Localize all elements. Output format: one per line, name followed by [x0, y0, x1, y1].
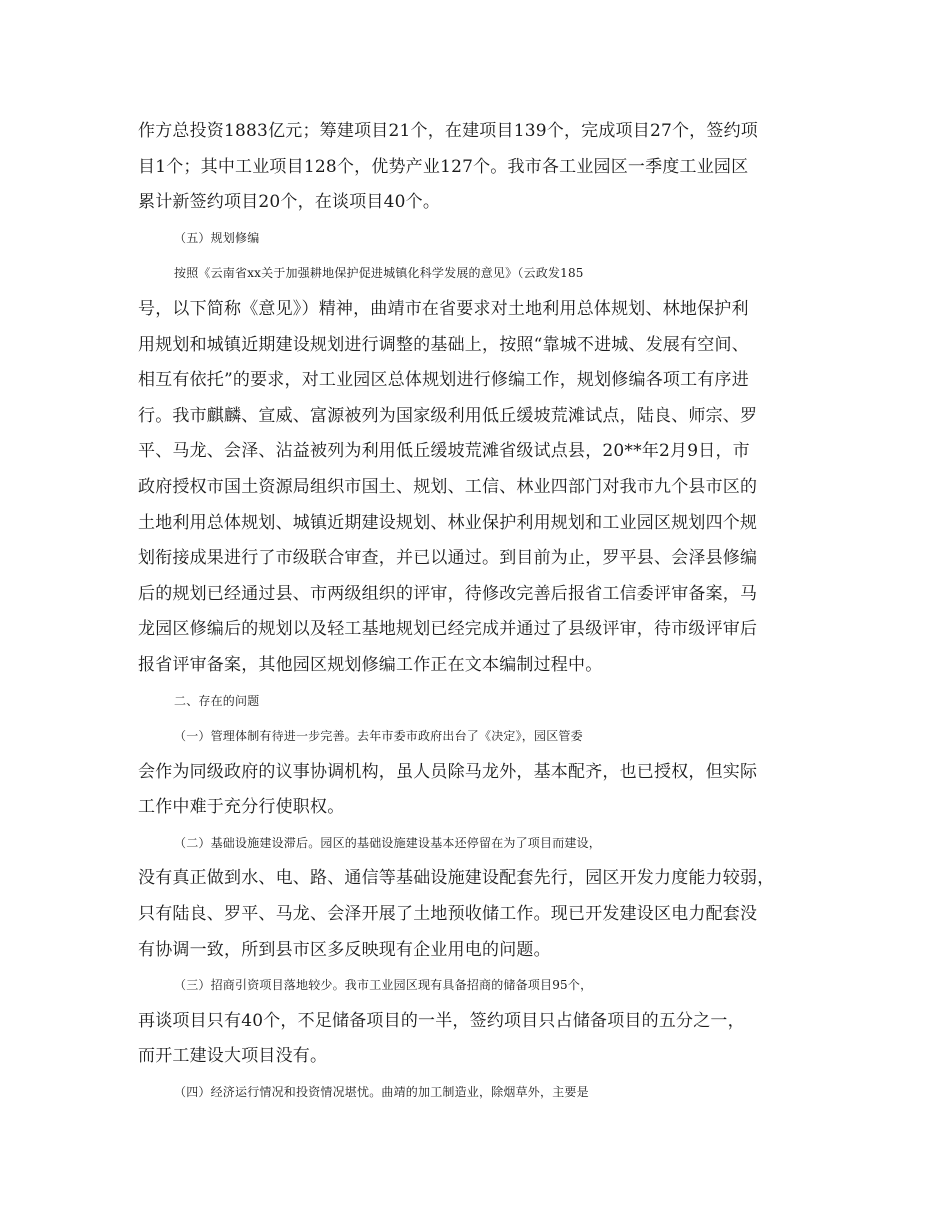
text-line: （五）规划修编 [174, 230, 260, 245]
text-line: 报省评审备案，其他园区规划修编工作正在文本编制过程中。 [138, 654, 603, 675]
text-line: 行。我市麒麟、宣威、富源被列为国家级利用低丘缓坡荒滩试点，陆良、师宗、罗 [138, 405, 758, 426]
text-line: 只有陆良、罗平、马龙、会泽开展了土地预收储工作。现已开发建设区电力配套没 [138, 904, 758, 925]
text-line: （一）管理体制有待进一步完善。去年市委市政府出台了《决定》，园区管委 [174, 729, 583, 744]
text-line: 作方总投资1883亿元；筹建项目21个，在建项目139个，完成项目27个，签约项 [138, 121, 758, 141]
text-line: 按照《云南省xx关于加强耕地保护促进城镇化科学发展的意见》（云政发185 [174, 266, 584, 281]
text-line: 划衔接成果进行了市级联合审查，并已以通过。到目前为止，罗平县、会泽县修编 [138, 548, 758, 569]
text-line: 有协调一致，所到县市区多反映现有企业用电的问题。 [138, 939, 551, 960]
text-line: 龙园区修编后的规划以及轻工基地规划已经完成并通过了县级评审，待市级评审后 [138, 619, 758, 640]
text-line: 政府授权市国土资源局组织市国土、规划、工信、林业四部门对我市九个县市区的 [138, 476, 758, 497]
document-body [138, 114, 818, 1111]
text-line: 会作为同级政府的议事协调机构，虽人员除马龙外，基本配齐，也已授权，但实际 [138, 761, 758, 782]
text-line: 而开工建设大项目没有。 [138, 1046, 328, 1067]
text-line: 再谈项目只有40个，不足储备项目的一半，签约项目只占储备项目的五分之一， [138, 1010, 745, 1031]
text-line: 号，以下简称《意见》）精神，曲靖市在省要求对土地利用总体规划、林地保护利 [138, 298, 749, 319]
text-line: 累计新签约项目20个，在谈项目40个。 [138, 192, 441, 213]
text-line: 没有真正做到水、电、路、通信等基础设施建设配套先行，园区开发力度能力较弱， [138, 868, 775, 889]
text-line: 土地利用总体规划、城镇近期建设规划、林业保护利用规划和工业园区规划四个规 [138, 512, 758, 533]
text-line: （四）经济运行情况和投资情况堪忧。曲靖的加工制造业，除烟草外，主要是 [174, 1085, 589, 1100]
text-line: 相互有依托”的要求，对工业园区总体规划进行修编工作，规划修编各项工有序进 [138, 370, 749, 391]
text-line: （三）招商引资项目落地较少。我市工业园区现有具备招商的储备项目95个， [174, 978, 593, 993]
text-line: 用规划和城镇近期建设规划进行调整的基础上，按照“靠城不进城、发展有空间、 [138, 334, 749, 355]
text-line: 目1个；其中工业项目128个，优势产业127个。我市各工业园区一季度工业园区 [138, 156, 749, 177]
text-line: 二、存在的问题 [174, 693, 260, 708]
text-line: 工作中难于充分行使职权。 [138, 797, 345, 818]
text-line: 平、马龙、会泽、沾益被列为利用低丘缓坡荒滩省级试点县，20**年2月9日，市 [138, 441, 750, 462]
text-line: 后的规划已经通过县、市两级组织的评审，待修改完善后报省工信委评审备案，马 [138, 583, 758, 604]
text-line: （二）基础设施建设滞后。园区的基础设施建设基本还停留在为了项目而建设， [174, 835, 602, 850]
